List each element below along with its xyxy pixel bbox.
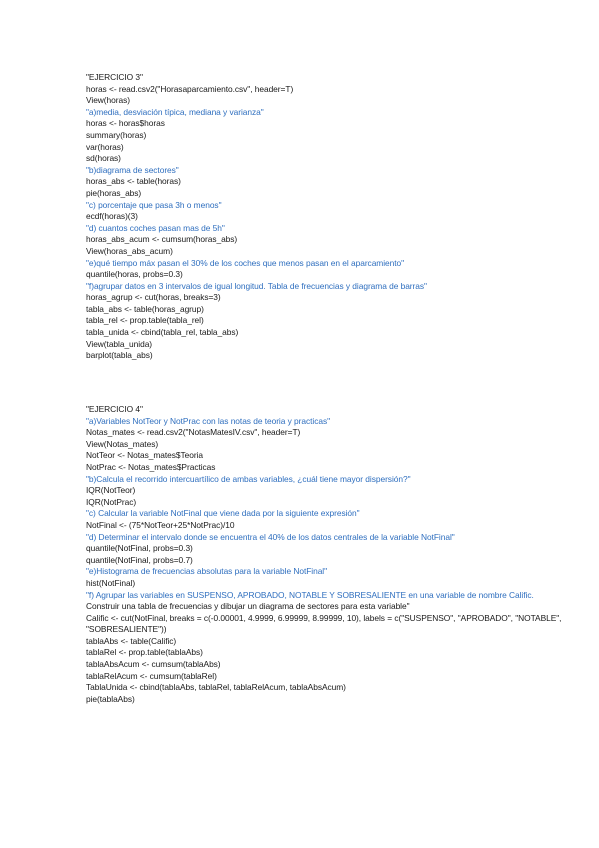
code-line: tabla_rel <- prop.table(tabla_rel) <box>86 315 204 326</box>
comment-line: "c) porcentaje que pasa 3h o menos" <box>86 199 222 210</box>
comment-line: "b)Calcula el recorrido intercuartílico de ambas variables, ¿cuál tiene mayor dispersión?" <box>86 473 411 484</box>
code-line: NotFinal <- (75*NotTeor+25*NotPrac)/10 <box>86 519 235 530</box>
code-line: View(Notas_mates) <box>86 438 159 449</box>
code-line: tablaRel <- prop.table(tablaAbs) <box>86 647 203 658</box>
code-line: View(horas) <box>86 95 130 106</box>
code-line: horas <- horas$horas <box>86 118 165 129</box>
code-line: horas_abs <- table(horas) <box>86 176 181 187</box>
code-line: sd(horas) <box>86 153 121 164</box>
code-line: Notas_mates <- read.csv2("NotasMatesIV.csv", header=T) <box>86 427 301 438</box>
comment-line: "e)qué tiempo máx pasan el 30% de los coches que menos pasan en el aparcamiento" <box>86 257 405 268</box>
code-line: "EJERCICIO 4" <box>86 404 143 414</box>
code-line: "EJERCICIO 3" <box>86 72 143 82</box>
comment-line: "a)Variables NotTeor y NotPrac con las notas de teoria y practicas" <box>86 415 331 426</box>
comment-line: "f) Agrupar las variables en SUSPENSO, APROBADO, NOTABLE Y SOBRESALIENTE en una variable de nombre Calific. <box>86 589 534 600</box>
code-line: TablaUnida <- cbind(tablaAbs, tablaRel, tablaRelAcum, tablaAbsAcum) <box>86 682 346 693</box>
code-line: barplot(tabla_abs) <box>86 350 153 361</box>
comment-line: "d) cuantos coches pasan mas de 5h" <box>86 222 225 233</box>
comment-line: "f)agrupar datos en 3 intervalos de igual longitud. Tabla de frecuencias y diagrama de barras" <box>86 280 427 291</box>
code-line: IQR(NotTeor) <box>86 485 136 496</box>
code-line: tabla_abs <- table(horas_agrup) <box>86 303 204 314</box>
comment-line: "b)diagrama de sectores" <box>86 164 179 175</box>
code-line: summary(horas) <box>86 129 147 140</box>
code-line: ecdf(horas)(3) <box>86 211 138 222</box>
code-line: tablaAbsAcum <- cumsum(tablaAbs) <box>86 659 221 670</box>
code-line: quantile(horas, probs=0.3) <box>86 269 183 280</box>
code-line: NotTeor <- Notas_mates$Teoria <box>86 450 204 461</box>
code-line: horas_agrup <- cut(horas, breaks=3) <box>86 292 221 303</box>
code-line: tablaRelAcum <- cumsum(tablaRel) <box>86 670 217 681</box>
code-line: tablaAbs <- table(Calific) <box>86 635 177 646</box>
comment-line: "d) Determinar el intervalo donde se encuentra el 40% de los datos centrales de la variable NotFinal" <box>86 531 455 542</box>
code-line: pie(tablaAbs) <box>86 693 135 704</box>
exercise-3-code-block <box>86 72 591 362</box>
code-line: View(tabla_unida) <box>86 338 153 349</box>
code-line: var(horas) <box>86 141 124 152</box>
code-line: quantile(NotFinal, probs=0.3) <box>86 543 193 554</box>
exercise-4-code-block <box>86 404 591 705</box>
comment-line: "c) Calcular la variable NotFinal que viene dada por la siguiente expresión" <box>86 508 360 519</box>
code-line: Construir una tabla de frecuencias y dibujar un diagrama de sectores para esta variable" <box>86 601 410 612</box>
comment-line: "a)media, desviación típica, mediana y varianza" <box>86 106 264 117</box>
code-line: View(horas_abs_acum) <box>86 245 173 256</box>
code-line: tabla_unida <- cbind(tabla_rel, tabla_abs) <box>86 327 239 338</box>
comment-line: "e)Histograma de frecuencias absolutas para la variable NotFinal" <box>86 566 328 577</box>
code-line: pie(horas_abs) <box>86 187 142 198</box>
code-line: hist(NotFinal) <box>86 577 136 588</box>
code-line: quantile(NotFinal, probs=0.7) <box>86 554 193 565</box>
code-line: NotPrac <- Notas_mates$Practicas <box>86 461 216 472</box>
code-line: Calific <- cut(NotFinal, breaks = c(-0.00001, 4.9999, 6.99999, 8.99999, 10), labels = c("SUSPENSO", "APROBADO", "NOTABLE", "SOBRESALIENTE")) <box>86 612 562 635</box>
code-line: horas <- read.csv2("Horasaparcamiento.csv", header=T) <box>86 83 294 94</box>
code-line: IQR(NotPrac) <box>86 496 137 507</box>
code-line: horas_abs_acum <- cumsum(horas_abs) <box>86 234 238 245</box>
